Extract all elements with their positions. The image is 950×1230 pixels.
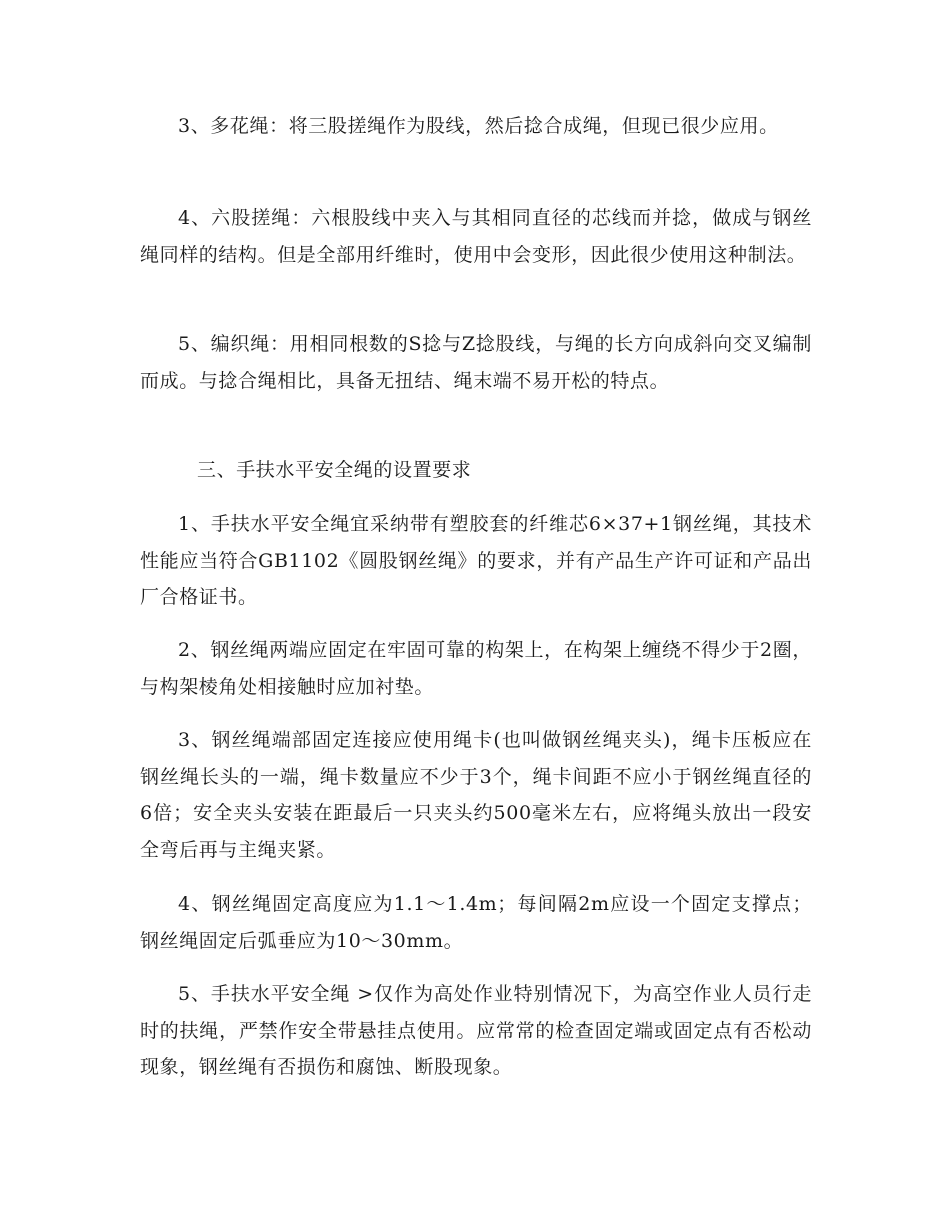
paragraph-requirement-1: 1、手扶水平安全绳宜采纳带有塑胶套的纤维芯6×37+1钢丝绳，其技术性能应当符合GB1102《圆股钢丝绳》的要求，并有产品生产许可证和产品出厂合格证书。 — [140, 513, 812, 608]
paragraph-six-strand-rope: 4、六股搓绳：六根股线中夹入与其相同直径的芯线而并捻，做成与钢丝绳同样的结构。但是全部用纤维时，使用中会变形，因此很少使用这种制法。 — [140, 207, 812, 266]
paragraph-requirement-2: 2、钢丝绳两端应固定在牢固可靠的构架上，在构架上缠绕不得少于2圈，与构架棱角处相接触时应加衬垫。 — [140, 639, 812, 698]
section-heading: 三、手扶水平安全绳的设置要求 — [197, 459, 472, 481]
paragraph-requirement-4: 4、钢丝绳固定高度应为1.1～1.4m；每间隔2m应设一个固定支撑点；钢丝绳固定后弧垂应为10～30mm。 — [140, 893, 812, 952]
paragraph-requirement-3: 3、钢丝绳端部固定连接应使用绳卡(也叫做钢丝绳夹头)，绳卡压板应在钢丝绳长头的一端，绳卡数量应不少于3个，绳卡间距不应小于钢丝绳直径的6倍；安全夹头安装在距最后一只夹头约500毫米左右，应将绳头放出一段安全弯后再与主绳夹紧。 — [140, 729, 812, 861]
paragraph-braided-rope: 5、编织绳：用相同根数的S捻与Z捻股线，与绳的长方向成斜向交叉编制而成。与捻合绳相比，具备无扭结、绳末端不易开松的特点。 — [140, 333, 812, 392]
paragraph-multi-strand-rope: 3、多花绳：将三股搓绳作为股线，然后捻合成绳，但现已很少应用。 — [178, 115, 779, 137]
paragraph-requirement-5: 5、手扶水平安全绳 >仅作为高处作业特别情况下，为高空作业人员行走时的扶绳，严禁作安全带悬挂点使用。应常常的检查固定端或固定点有否松动现象，钢丝绳有否损伤和腐蚀、断股现象。 — [140, 983, 812, 1078]
